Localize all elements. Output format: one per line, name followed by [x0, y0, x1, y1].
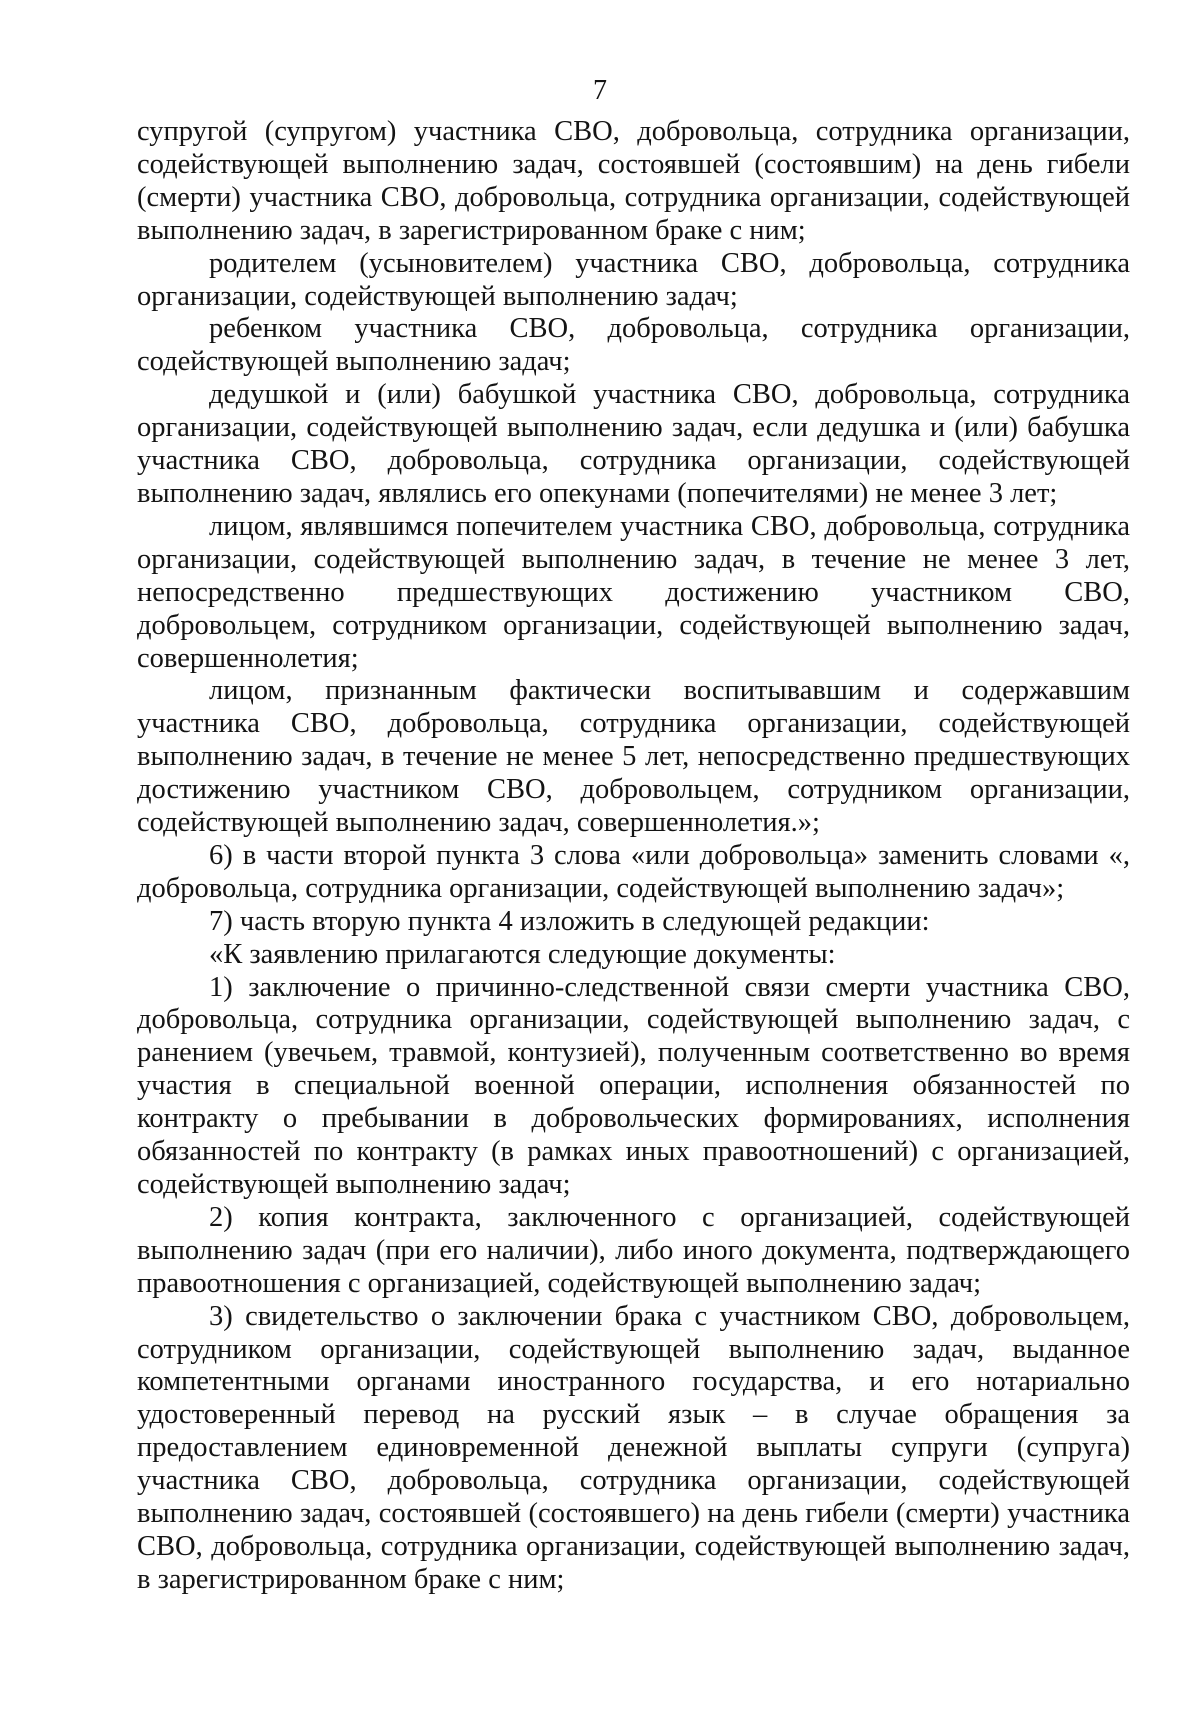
- paragraph-child: ребенком участника СВО, добровольца, сотрудника организации, содействующей выполнению задач;: [137, 313, 1130, 378]
- paragraph-grandparent: дедушкой и (или) бабушкой участника СВО, добровольца, сотрудника организации, содействующей выполнению задач, если дедушка и (или) бабушка участника СВО, добровольца, сотрудника организации, содействующей выполнению задач, являлись его опекунами (попечителями) не менее 3 лет;: [137, 379, 1130, 509]
- paragraph-parent: родителем (усыновителем) участника СВО, добровольца, сотрудника организации, содействующей выполнению задач;: [137, 247, 1130, 312]
- document-body: [137, 116, 1130, 1597]
- page-number: 7: [593, 75, 607, 106]
- paragraph-document-2: 2) копия контракта, заключенного с организацией, содействующей выполнению задач (при его наличии), либо иного документа, подтверждающего правоотношения с организацией, содействующей выполнению задач;: [137, 1201, 1130, 1299]
- paragraph-document-1: 1) заключение о причинно-следственной связи смерти участника СВО, добровольца, сотрудника организации, содействующей выполнению задач, с ранением (увечьем, травмой, контузией), полученным соответственно во время участия в специальной военной операции, исполнения обязанностей по контракту о пребывании в добровольческих формированиях, исполнения обязанностей по контракту (в рамках иных правоотношений) с организацией, содействующей выполнению задач;: [137, 971, 1130, 1200]
- paragraph-documents-intro: «К заявлению прилагаются следующие документы:: [209, 938, 836, 970]
- paragraph-amendment-7: 7) часть вторую пункта 4 изложить в следующей редакции:: [209, 905, 930, 937]
- paragraph-foster-carer: лицом, признанным фактически воспитывавшим и содержавшим участника СВО, добровольца, сотрудника организации, содействующей выполнению задач, в течение не менее 5 лет, непосредственно предшествующих достижению участником СВО, добровольцем, сотрудником организации, содействующей выполнению задач, совершеннолетия.»;: [137, 675, 1130, 839]
- paragraph-spouse: супругой (супругом) участника СВО, добровольца, сотрудника организации, содействующей выполнению задач, состоявшей (состоявшим) на день гибели (смерти) участника СВО, добровольца, сотрудника организации, содействующей выполнению задач, в зарегистрированном браке с ним;: [137, 116, 1130, 246]
- paragraph-document-3: 3) свидетельство о заключении брака с участником СВО, добровольцем, сотрудником организации, содействующей выполнению задач, выданное компетентными органами иностранного государства, и его нотариально удостоверенный перевод на русский язык – в случае обращения за предоставлением единовременной денежной выплаты супруги (супруга) участника СВО, добровольца, сотрудника организации, содействующей выполнению задач, состоявшей (состоявшего) на день гибели (смерти) участника СВО, добровольца, сотрудника организации, содействующей выполнению задач, в зарегистрированном браке с ним;: [137, 1300, 1130, 1595]
- paragraph-amendment-6: 6) в части второй пункта 3 слова «или добровольца» заменить словами «, добровольца, сотрудника организации, содействующей выполнению задач»;: [137, 839, 1130, 904]
- paragraph-guardian: лицом, являвшимся попечителем участника СВО, добровольца, сотрудника организации, содействующей выполнению задач, в течение не менее 3 лет, непосредственно предшествующих достижению участником СВО, добровольцем, сотрудником организации, содействующей выполнению задач, совершеннолетия;: [137, 510, 1130, 674]
